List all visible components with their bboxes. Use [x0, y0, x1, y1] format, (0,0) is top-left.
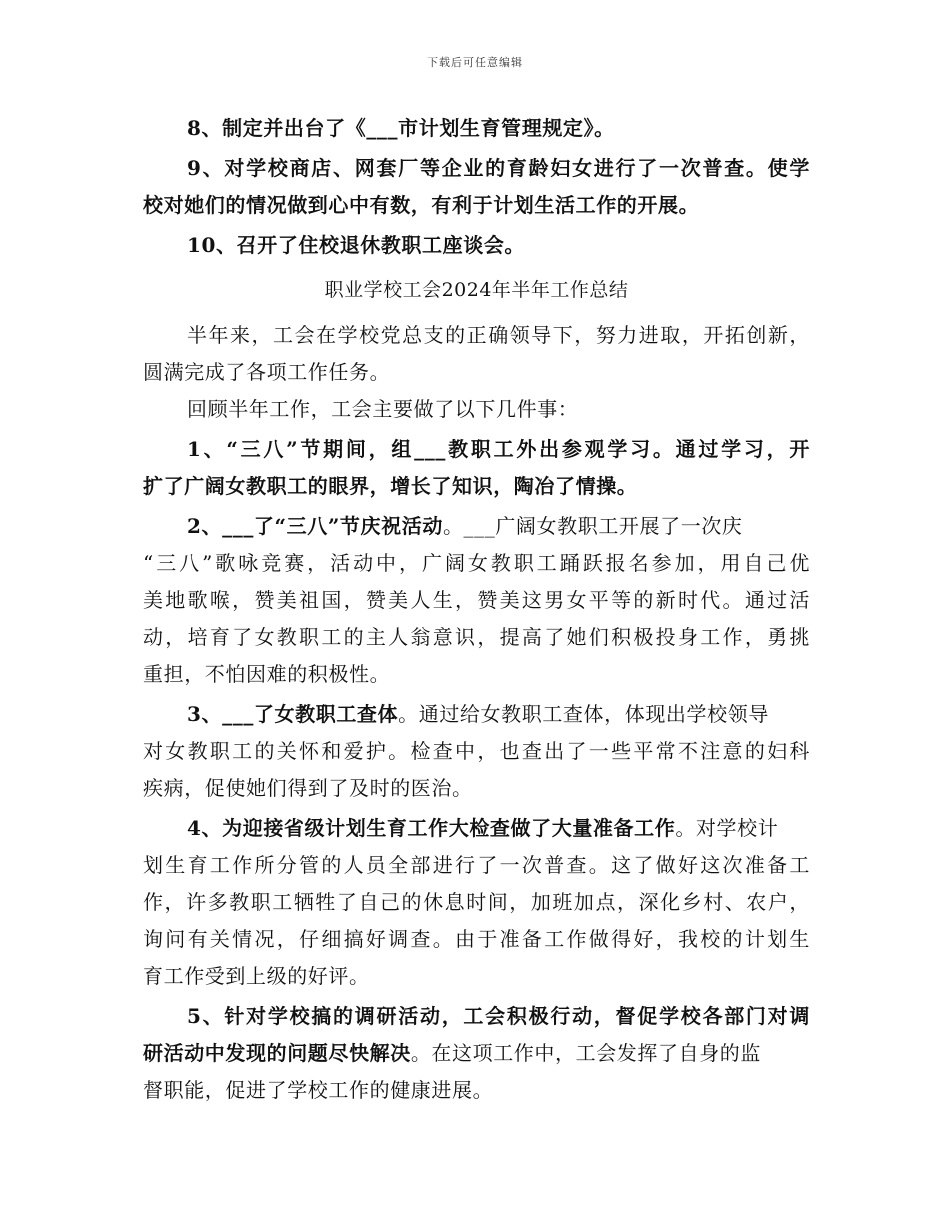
p3-line-3: 疾病，促使她们得到了及时的医治。: [143, 776, 473, 800]
p2-line-1: [143, 508, 810, 545]
p4-heading: 4、为迎接省级计划生育工作大检查做了大量准备工作: [187, 816, 676, 840]
item-10-line-1: 10、召开了住校退休教职工座谈会。: [187, 233, 526, 257]
p2-line-1-text: 。___广阔女教职工开展了一次庆: [442, 514, 743, 538]
p4-line-1-text: 。对学校计: [675, 816, 779, 840]
p4-line-4: 询问有关情况，仔细搞好调查。由于准备工作做得好，我校的计划生: [143, 927, 810, 951]
p3-line-1-text: 。通过给女教职工查体，体现出学校领导: [398, 702, 769, 726]
intro-line-1: 半年来，工会在学校党总支的正确领导下，努力进取，开拓创新，: [187, 323, 810, 347]
p5-line-2: [143, 1035, 810, 1072]
p2-heading: 2、___了“三八”节庆祝活动: [187, 514, 443, 538]
review-line-1: 回顾半年工作，工会主要做了以下几件事：: [187, 397, 579, 421]
item-8-line-1: 8、制定并出台了《___市计划生育管理规定》。: [187, 116, 615, 140]
p2-line-3: 美地歌喉，赞美祖国，赞美人生，赞美这男女平等的新时代。通过活: [143, 588, 810, 612]
p2-line-2: “三八”歌咏竞赛，活动中，广阔女教职工踊跃报名参加，用自己优: [143, 551, 810, 575]
p3-heading: 3、___了女教职工查体: [187, 702, 399, 726]
p3-line-1: [143, 696, 810, 733]
p3-line-2: 对女教职工的关怀和爱护。检查中，也查出了一些平常不注意的妇科: [143, 739, 810, 763]
p4-line-5: 育工作受到上级的好评。: [143, 964, 370, 988]
p2-line-5: 重担，不怕因难的积极性。: [143, 662, 391, 686]
document-title: 职业学校工会2024年半年工作总结: [324, 279, 629, 301]
item-9-line-1: 9、对学校商店、网套厂等企业的育龄妇女进行了一次普查。使学: [187, 156, 810, 180]
p5-line-3: 督职能，促进了学校工作的健康进展。: [143, 1078, 494, 1102]
intro-line-2: 圆满完成了各项工作任务。: [143, 360, 391, 384]
p1-line-2: 扩了广阔女教职工的眼界，增长了知识，陶冶了情操。: [143, 474, 638, 498]
p5-line-1: 5、针对学校搞的调研活动，工会积极行动，督促学校各部门对调: [187, 1004, 810, 1028]
page-header-note: 下载后可任意编辑: [427, 56, 523, 69]
item-9-line-2: 校对她们的情况做到心中有数，有利于计划生活工作的开展。: [143, 193, 700, 217]
document-body: [143, 110, 810, 1109]
p4-line-2: 划生育工作所分管的人员全部进行了一次普查。这了做好这次准备工: [143, 853, 810, 877]
p5-heading-end: 研活动中发现的问题尽快解决: [143, 1041, 411, 1065]
p5-line-2-text: 。在这项工作中，工会发挥了自身的监: [410, 1041, 762, 1065]
p2-line-4: 动，培育了女教职工的主人翁意识，提高了她们积极投身工作，勇挑: [143, 625, 810, 649]
p4-line-3: 作，许多教职工牺牲了自己的休息时间，加班加点，深化乡村、农户，: [143, 890, 810, 914]
p4-line-1: [143, 810, 810, 847]
p1-line-1: 1、“三八”节期间，组___教职工外出参观学习。通过学习，开: [187, 437, 810, 461]
